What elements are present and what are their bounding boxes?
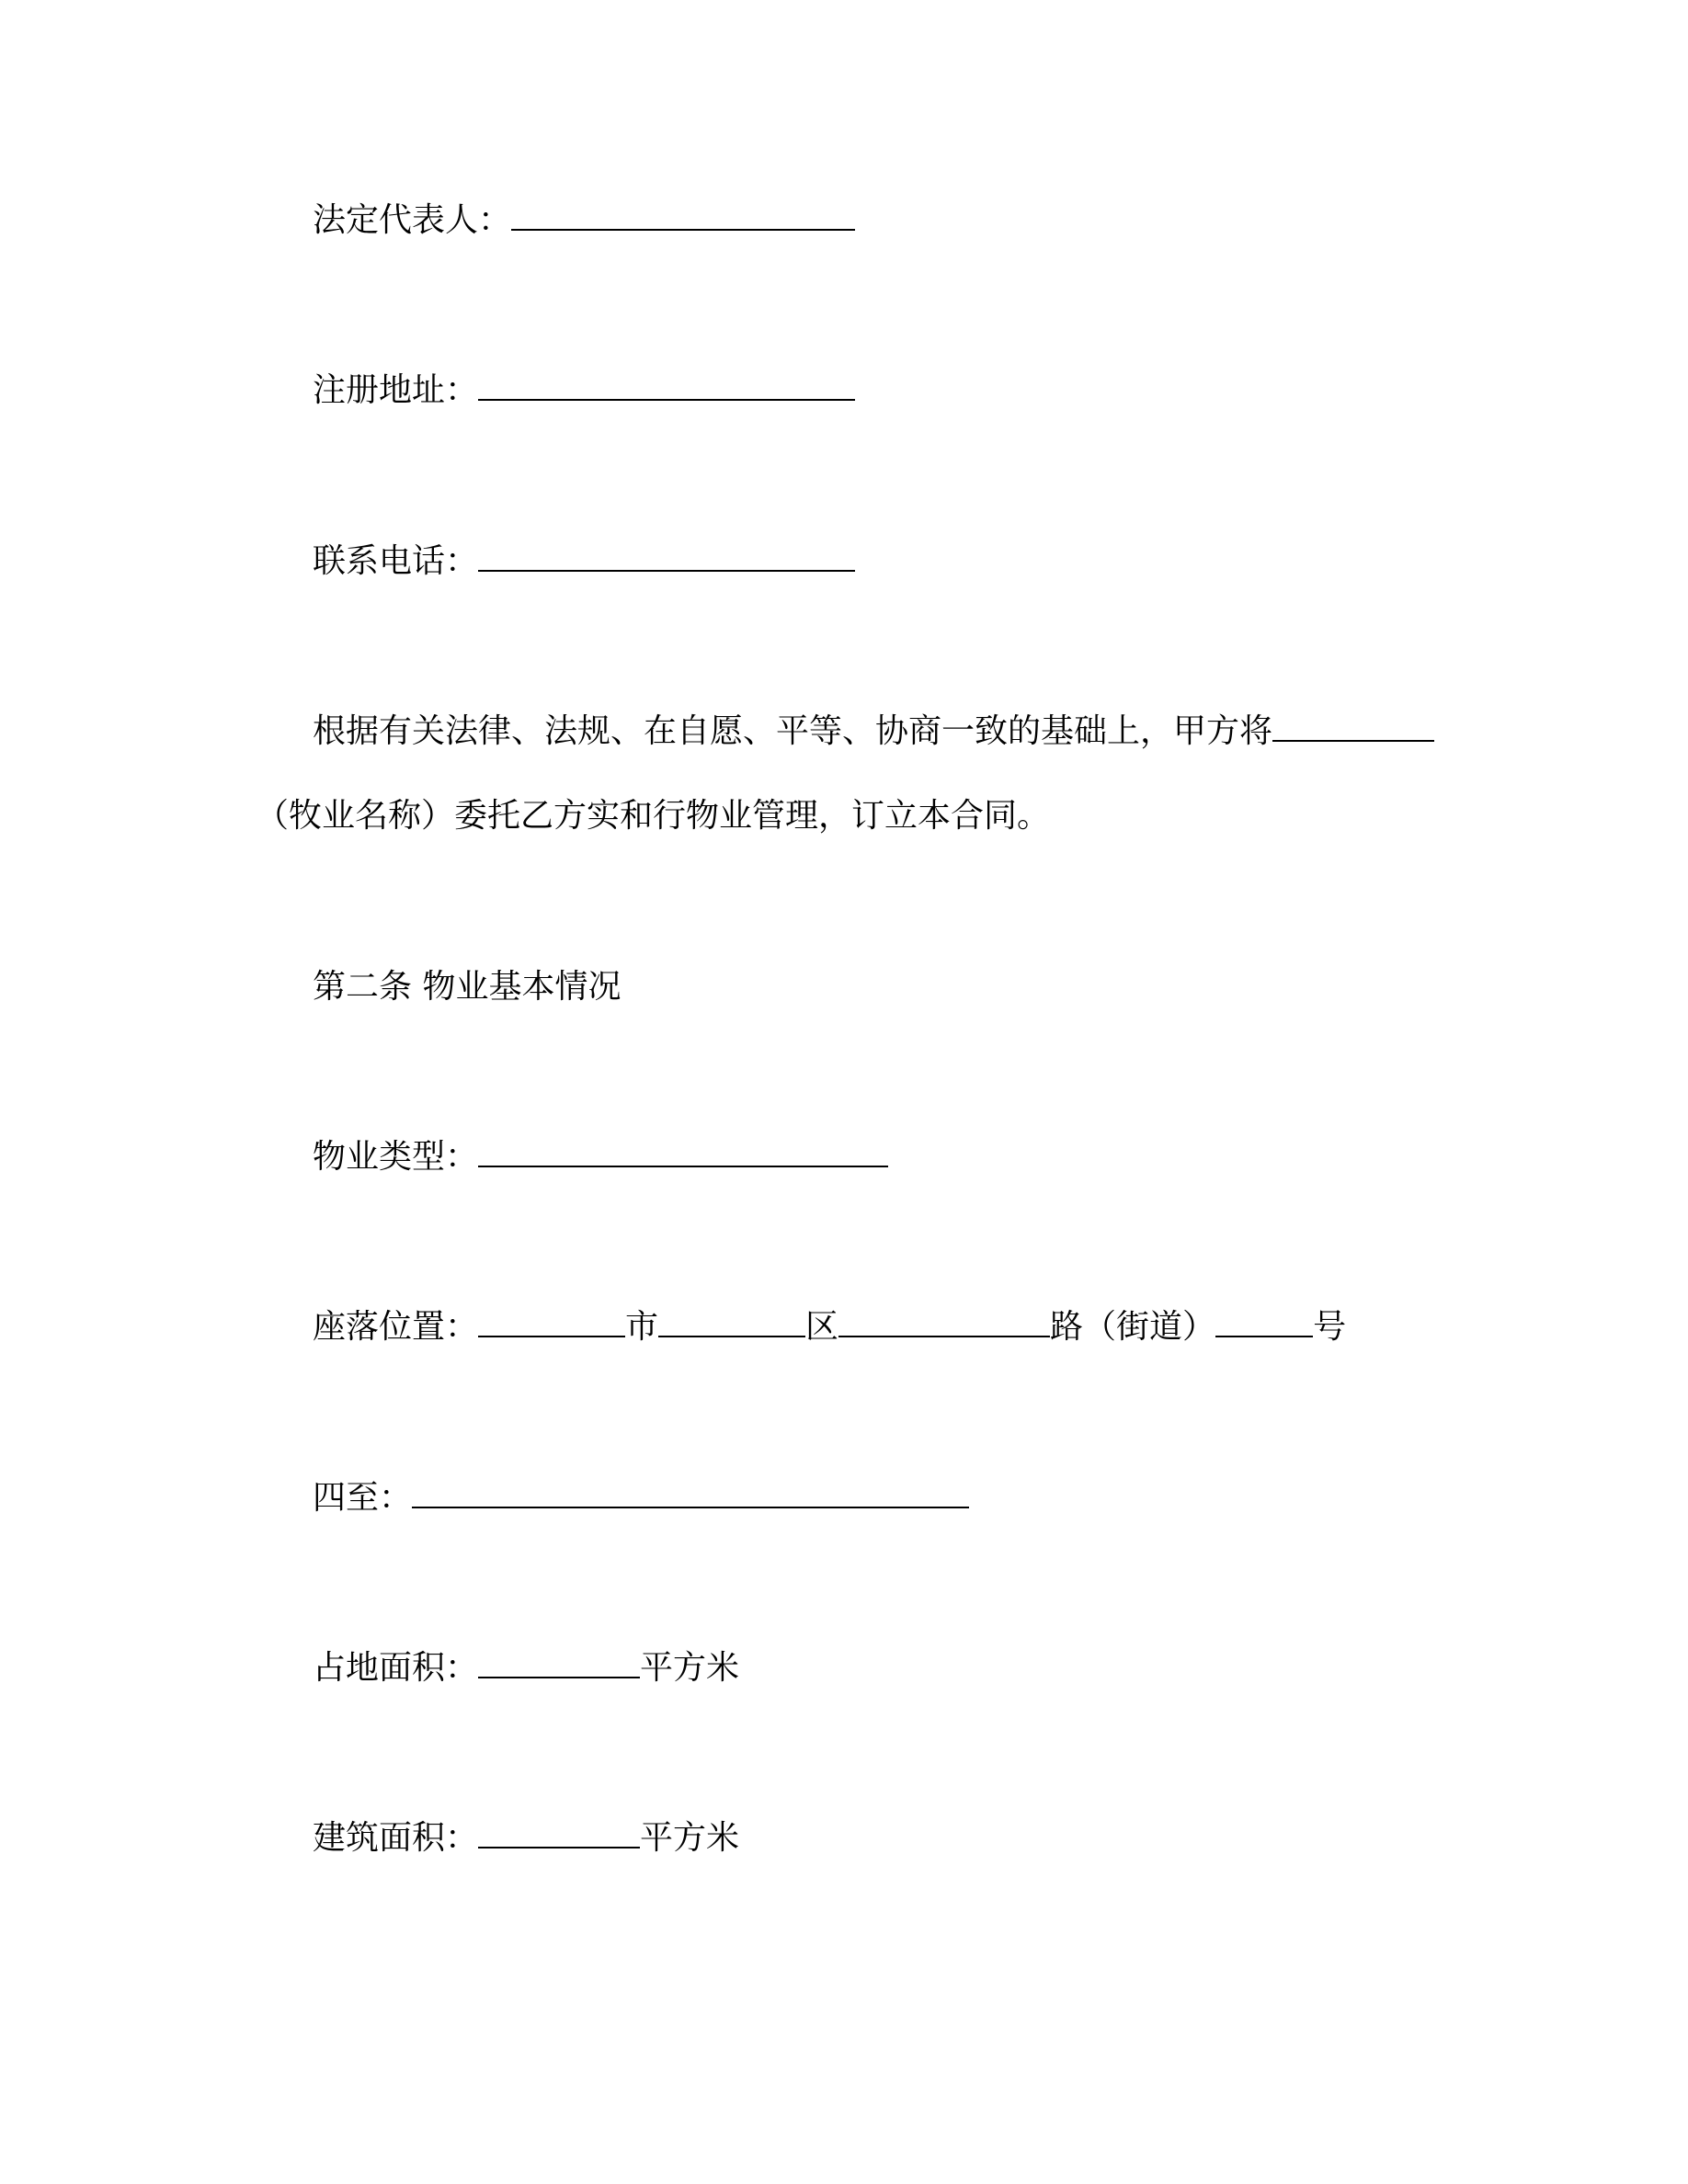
preamble-text-2: （牧业名称）委托乙方实和行物业管理，订立本合同。: [256, 797, 1051, 835]
reg-address-label: 注册地址：: [313, 371, 479, 409]
phone-label: 联系电话：: [313, 542, 479, 580]
preamble-text-1: 根据有关法律、法规、在自愿、平等、协商一致的基础上，甲方将: [313, 712, 1273, 750]
preamble-line-1: [313, 711, 1434, 752]
article-2-heading-text: 第二条 物业基本情况: [313, 968, 622, 1006]
location-line: [313, 1307, 1346, 1348]
city-blank: [478, 1308, 625, 1337]
reg-address-line: [313, 370, 855, 411]
number-blank: [1215, 1308, 1313, 1337]
city-suffix: 市: [625, 1308, 659, 1346]
road-blank: [838, 1308, 1050, 1337]
property-type-blank: [478, 1138, 888, 1167]
building-area-blank: [478, 1819, 640, 1848]
property-type-line: [313, 1137, 888, 1177]
article-2-heading: [313, 967, 621, 1007]
boundaries-blank: [412, 1479, 969, 1508]
preamble-line-2: [256, 796, 1050, 836]
property-type-label: 物业类型：: [313, 1138, 479, 1176]
phone-line: [313, 541, 855, 582]
building-area-unit: 平方米: [640, 1819, 740, 1857]
reg-address-blank: [478, 371, 855, 401]
district-blank: [658, 1308, 805, 1337]
district-suffix: 区: [805, 1308, 839, 1346]
land-area-blank: [478, 1649, 640, 1678]
land-area-unit: 平方米: [640, 1649, 740, 1687]
land-area-line: [313, 1648, 739, 1689]
property-name-blank: [1272, 712, 1434, 742]
phone-blank: [478, 542, 855, 572]
legal-rep-blank: [511, 201, 855, 231]
legal-rep-label: 法定代表人：: [313, 201, 512, 239]
location-label: 座落位置：: [313, 1308, 479, 1346]
building-area-label: 建筑面积：: [313, 1819, 479, 1857]
road-suffix: 路（街道）: [1050, 1308, 1216, 1346]
building-area-line: [313, 1818, 739, 1859]
boundaries-line: [313, 1478, 969, 1519]
number-suffix: 号: [1313, 1308, 1347, 1346]
boundaries-label: 四至：: [313, 1479, 413, 1517]
land-area-label: 占地面积：: [313, 1649, 479, 1687]
legal-rep-line: [313, 200, 855, 241]
